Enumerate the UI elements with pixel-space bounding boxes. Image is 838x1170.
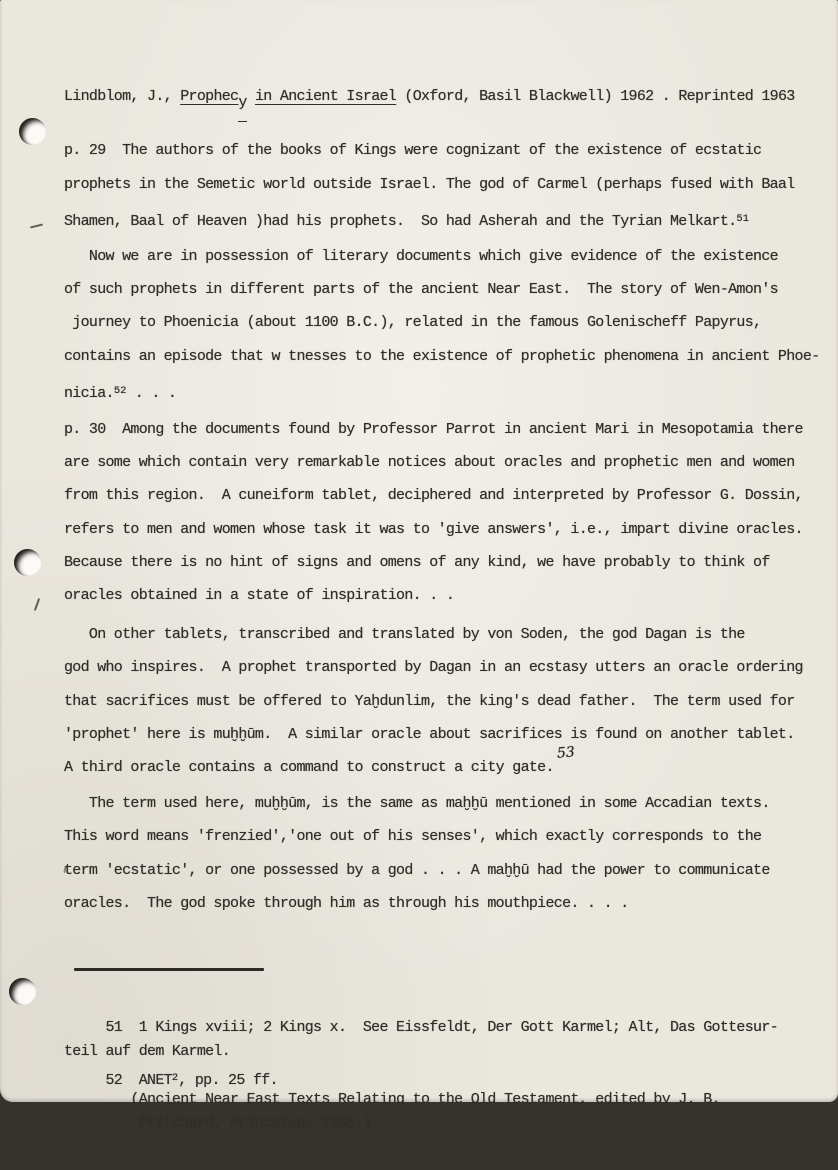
text-line: are some which contain very remarkable notices about oracles and prophetic men and women — [64, 453, 795, 471]
text-line: 'prophet' here is muḫḫūm. A similar oracle about sacrifices is found on another tablet. — [64, 726, 795, 744]
text-line: term 'ecstatic', or one possessed by a god . . . A maḫḫū had the power to communicate — [64, 861, 770, 879]
text-line: A third oracle contains a command to construct a city gate.53 — [64, 744, 576, 777]
text-line: This word means 'frenzied','one out of his senses', which exactly corresponds to the — [64, 828, 762, 846]
text-line: Because there is no hint of signs and omens of any kind, we have probably to think of — [64, 554, 770, 572]
text-line: Pritchard, Princeton, 1955.) — [64, 1115, 372, 1132]
text-line: from this region. A cuneiform tablet, deciphered and interpreted by Professor G. Dossin, — [64, 487, 803, 505]
text-line: journey to Phoenicia (about 1100 B.C.), related in the famous Golenischeff Papyrus, — [64, 314, 762, 332]
text-line: The term used here, muḫḫūm, is the same as maḫḫū mentioned in some Accadian texts. — [64, 794, 770, 812]
text-line: p. 29 The authors of the books of Kings were cognizant of the existence of ecstatic — [64, 142, 762, 160]
text-line: nicia.$^{52}$ . . . — [64, 385, 177, 403]
text-line: Now we are in possession of literary documents which give evidence of the existence — [64, 247, 778, 265]
text-line: 51 1 Kings xviii; 2 Kings x. See Eissfeldt, Der Gott Karmel; Alt, Das Gottesur- — [64, 1019, 778, 1036]
text-line: contains an episode that w tnesses to the existence of prophetic phenomena in ancient Phoe- — [64, 347, 820, 365]
text-line: On other tablets, transcribed and translated by von Soden, the god Dagan is the — [64, 625, 745, 643]
text-line: oracles obtained in a state of inspiration. . . — [64, 587, 455, 605]
punch-hole-top — [19, 118, 46, 145]
text-line: Shamen, Baal of Heaven )had his prophets. So had Asherah and the Tyrian Melkart.$^{51}$ — [64, 213, 750, 231]
text-line: refers to men and women whose task it was to 'give answers', i.e., impart divine oracles. — [64, 520, 803, 538]
text-line: (Ancient Near East Texts Relating to the Old Testament, edited by J. B. — [64, 1091, 720, 1108]
punch-hole-bottom — [9, 978, 36, 1005]
text-line: Lindblom, J., Prophecy in Ancient Israel (Oxford, Basil Blackwell) 1962 . Reprinted 1963 — [64, 80, 820, 113]
footnotes-section — [64, 934, 824, 1170]
footnote-separator-rule — [74, 968, 264, 971]
text-line: prophets in the Semetic world outside Israel. The god of Carmel (perhaps fused with Baal — [64, 175, 795, 193]
footnote-text — [64, 1016, 824, 1136]
punch-hole-middle — [14, 549, 41, 576]
pen-mark-dash — [30, 223, 43, 228]
text-line: that sacrifices must be offered to Yaḫdunlim, the king's dead father. The term used for — [64, 692, 795, 710]
text-line: teil auf dem Karmel. — [64, 1043, 231, 1060]
document-body-text — [64, 80, 820, 920]
text-line: oracles. The god spoke through him as through his mouthpiece. . . . — [64, 894, 629, 912]
text-line: of such prophets in different parts of the ancient Near East. The story of Wen-Amon's — [64, 280, 778, 298]
pen-mark-slash — [34, 598, 40, 611]
text-line: god who inspires. A prophet transported by Dagan in an ecstasy utters an oracle ordering — [64, 659, 803, 677]
text-line: 52 ANET$^2$, pp. 25 ff. — [64, 1072, 278, 1089]
text-line: p. 30 Among the documents found by Professor Parrot in ancient Mari in Mesopotamia there — [64, 420, 803, 438]
